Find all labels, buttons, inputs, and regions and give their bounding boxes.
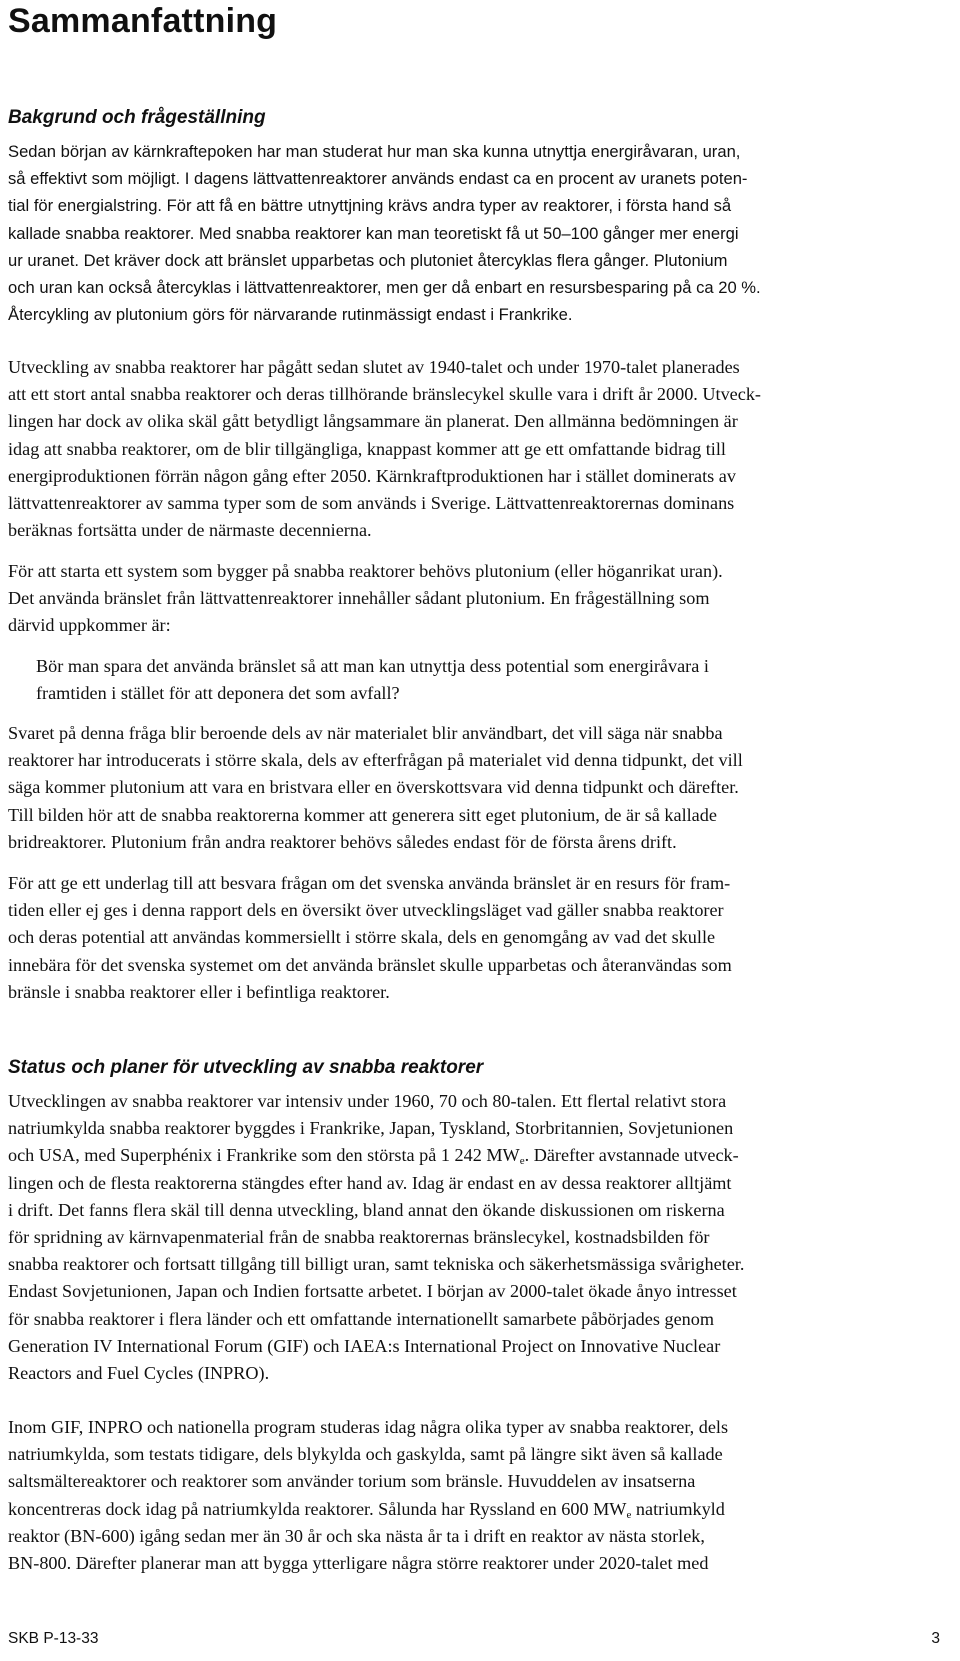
text-line: För att ge ett underlag till att besvara frågan om det svenska använda bränslet är en resurs för fram- xyxy=(8,873,731,893)
text-line: därvid uppkommer är: xyxy=(8,615,171,636)
paragraph-background-1 xyxy=(8,138,940,328)
text-line: Återcykling av plutonium görs för närvarande rutinmässigt endast i Frankrike. xyxy=(8,305,573,325)
subscript: e xyxy=(519,1155,525,1168)
page-title: Sammanfattning xyxy=(8,2,278,40)
text-line: koncentreras dock idag på natriumkylda reaktorer. Sålunda har Ryssland en 600 $MW_e$ natriumkyld xyxy=(8,1498,725,1521)
text-line: för snabba reaktorer i flera länder och ett omfattande internationellt samarbete påbörjades genom xyxy=(8,1308,714,1329)
text-line: bridreaktorer. Plutonium från andra reaktorer behövs således endast för de första årens drift. xyxy=(8,831,677,852)
block-quote xyxy=(36,653,936,707)
text-line: och uran kan också återcyklas i lättvattenreaktorer, men ger då enbart en resursbesparing på ca 20 %. xyxy=(8,278,761,298)
footer-doc-id: SKB P-13-33 xyxy=(8,1630,99,1647)
text-line: Utvecklingen av snabba reaktorer var intensiv under 1960, 70 och 80-talen. Ett flertal relativt stora xyxy=(8,1091,727,1111)
paragraph-background-3 xyxy=(8,558,940,640)
text-line: och deras potential att användas kommersiellt i större skala, dels en genomgång av vad det skulle xyxy=(8,927,716,948)
paragraph-status-2 xyxy=(8,1414,940,1577)
text-line: BN-800. Därefter planerar man att bygga ytterligare några större reaktorer under 2020-talet med xyxy=(8,1553,709,1574)
paragraph-background-5 xyxy=(8,870,940,1006)
text-line: natriumkylda, som testats tidigare, dels blykylda och gaskylda, samt på längre sikt även så kallade xyxy=(8,1444,723,1465)
text-line: För att starta ett system som bygger på snabba reaktorer behövs plutonium (eller höganrikat uran). xyxy=(8,561,723,581)
text-line: innebära för det svenska systemet om det använda bränslet skulle upparbetas och återanvändas som xyxy=(8,954,732,975)
text-line: framtiden i stället för att deponera det som avfall? xyxy=(36,683,400,704)
text-line: Till bilden hör att de snabba reaktorerna kommer att generera sitt eget plutonium, de är så kallade xyxy=(8,804,717,825)
text-line: bränsle i snabba reaktorer eller i befintliga reaktorer. xyxy=(8,981,390,1002)
text-line: Generation IV International Forum (GIF) och IAEA:s International Project on Innovative Nuclear xyxy=(8,1335,721,1356)
text-line: energiproduktionen förrän någon gång efter 2050. Kärnkraftproduktionen har i stället dominerats av xyxy=(8,465,736,486)
subscript: e xyxy=(626,1508,632,1521)
text-line: reaktor (BN-600) igång sedan mer än 30 år och ska nästa år ta i drift en reaktor av nästa storlek, xyxy=(8,1525,705,1546)
text-line: Reactors and Fuel Cycles (INPRO). xyxy=(8,1363,270,1384)
text-line: lingen har dock av olika skäl gått betydligt långsammare än planerat. Den allmänna bedömningen är xyxy=(8,411,738,432)
text-line: tiden eller ej ges i denna rapport dels en översikt över utvecklingsläget vad gäller snabba reaktorer xyxy=(8,900,724,921)
text-line: Inom GIF, INPRO och nationella program studeras idag några olika typer av snabba reaktorer, dels xyxy=(8,1417,729,1437)
text-line: att ett stort antal snabba reaktorer och deras tillhörande bränslecykel skulle vara i drift år 2000. Utveck- xyxy=(8,384,761,405)
text-line: säga kommer plutonium att vara en bristvara eller en överskottsvara vid denna tidpunkt och därefter. xyxy=(8,777,739,798)
text-line: i drift. Det fanns flera skäl till denna utveckling, bland annat den ökande diskussionen om riskerna xyxy=(8,1199,725,1220)
text-line: Det använda bränslet från lättvattenreaktorer innehåller sådant plutonium. En frågeställning som xyxy=(8,588,710,609)
text-line: Endast Sovjetunionen, Japan och Indien fortsatte arbetet. I början av 2000-talet ökade ånyo intresset xyxy=(8,1281,737,1302)
text-line: för spridning av kärnvapenmaterial från de snabba reaktorernas bränslecykel, kostnadsbilden för xyxy=(8,1227,710,1248)
text-line: saltsmältereaktorer och reaktorer som använder torium som bränsle. Huvuddelen av insatserna xyxy=(8,1471,696,1492)
text-line: tial för energialstring. För att få en bättre utnyttjning krävs andra typer av reaktorer, i första hand så xyxy=(8,196,732,216)
text-line: kallade snabba reaktorer. Med snabba reaktorer kan man teoretiskt få ut 50–100 gånger mer energi xyxy=(8,223,739,243)
footer-page-number: 3 xyxy=(931,1630,940,1647)
text-line: Sedan början av kärnkraftepoken har man studerat hur man ska kunna utnyttja energiråvaran, uran, xyxy=(8,142,741,161)
text-line: och USA, med Superphénix i Frankrike som den största på 1 242 $MW_e$. Därefter avstannade utveck- xyxy=(8,1145,739,1168)
text-line: ur uranet. Det kräver dock att bränslet upparbetas och plutoniet återcyklas flera gånger. Plutonium xyxy=(8,250,728,270)
paragraph-status-1 xyxy=(8,1088,940,1387)
text-line: Utveckling av snabba reaktorer har pågått sedan slutet av 1940-talet och under 1970-talet planerades xyxy=(8,357,740,377)
text-line: lättvattenreaktorer av samma typer som de som används i Sverige. Lättvattenreaktorernas dominans xyxy=(8,493,735,514)
text-line: beräknas fortsätta under de närmaste decennierna. xyxy=(8,520,372,541)
text-line: Bör man spara det använda bränslet så att man kan utnyttja dess potential som energiråvara i xyxy=(36,656,709,676)
paragraph-background-4 xyxy=(8,720,940,856)
section-heading-background: Bakgrund och frågeställning xyxy=(8,107,266,128)
text-line: lingen och de flesta reaktorerna stängdes efter hand av. Idag är endast en av dessa reaktorer alltjämt xyxy=(8,1172,732,1193)
text-line: Svaret på denna fråga blir beroende dels av när materialet blir användbart, det vill säga när snabba xyxy=(8,723,723,743)
text-line: så effektivt som möjligt. I dagens lättvattenreaktorer används endast ca en procent av uranets poten- xyxy=(8,169,748,189)
text-line: idag att snabba reaktorer, om de blir tillgängliga, knappast kommer att ge ett omfattande bidrag till xyxy=(8,438,726,459)
section-heading-status: Status och planer för utveckling av snabba reaktorer xyxy=(8,1057,484,1078)
paragraph-background-2 xyxy=(8,354,940,544)
text-line: natriumkylda snabba reaktorer byggdes i Frankrike, Japan, Tyskland, Storbritannien, Sovjetunionen xyxy=(8,1118,734,1139)
text-line: snabba reaktorer och fortsatt tillgång till billigt uran, samt tekniska och säkerhetsmässiga svårigheter. xyxy=(8,1254,745,1275)
text-line: reaktorer har introducerats i större skala, dels av efterfrågan på materialet vid denna tidpunkt, det vill xyxy=(8,750,743,771)
